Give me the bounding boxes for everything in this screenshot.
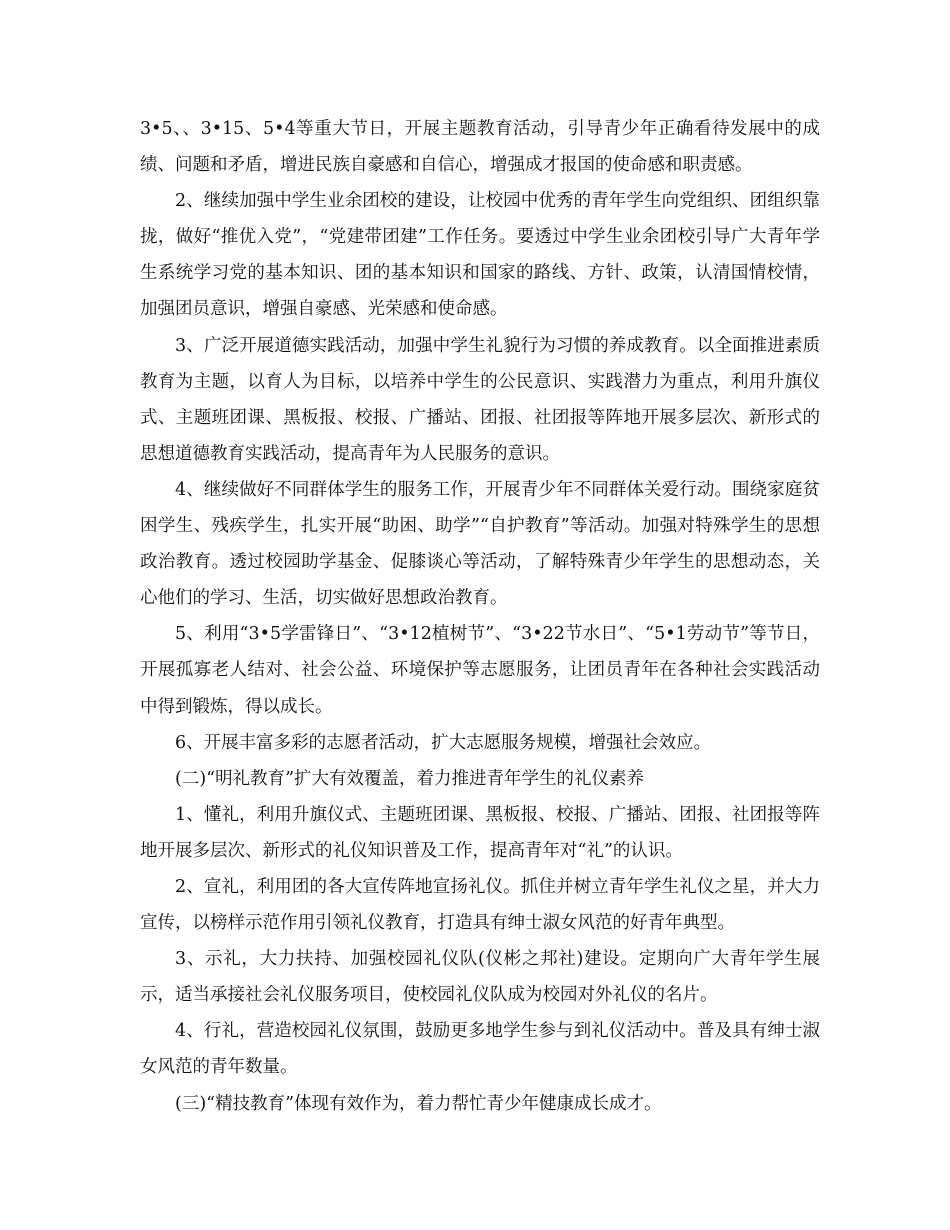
paragraph-etiquette-2: 2、宣礼，利用团的各大宣传阵地宣扬礼仪。抓住并树立青年学生礼仪之星，并大力宣传，以榜样示范作用引领礼仪教育，打造具有绅士淑女风范的好青年典型。 — [140, 876, 820, 934]
paragraph-continuation: 3•5、、3•15、5•4等重大节日，开展主题教育活动，引导青少年正确看待发展中的成绩、问题和矛盾，增进民族自豪感和自信心，增强成才报国的使命感和职责感。 — [140, 119, 820, 176]
paragraph-etiquette-1: 1、懂礼，利用升旗仪式、主题班团课、黑板报、校报、广播站、团报、社团报等阵地开展多层次、新形式的礼仪知识普及工作，提高青年对“礼”的认识。 — [140, 804, 820, 861]
paragraph-item-4-student-service: 4、继续做好不同群体学生的服务工作，开展青少年不同群体关爱行动。围绕家庭贫困学生、残疾学生，扎实开展“助困、助学”“自护教育”等活动。加强对特殊学生的思想政治教育。透过校园助学基金、促膝谈心等活动，了解特殊青少年学生的思想动态，关心他们的学习、生活，切实做好思想政治教育。 — [140, 479, 820, 609]
paragraph-item-3-moral-practice: 3、广泛开展道德实践活动，加强中学生礼貌行为习惯的养成教育。以全面推进素质教育为主题，以育人为目标，以培养中学生的公民意识、实践潜力为重点，利用升旗仪式、主题班团课、黑板报、校报、广播站、团报、社团报等阵地开展多层次、新形式的思想道德教育实践活动，提高青年为人民服务的意识。 — [140, 335, 820, 464]
paragraph-etiquette-4: 4、行礼，营造校园礼仪氛围，鼓励更多地学生参与到礼仪活动中。普及具有绅士淑女风范的青年数量。 — [140, 1021, 820, 1078]
paragraph-etiquette-3: 3、示礼，大力扶持、加强校园礼仪队(仪彬之邦社)建设。定期向广大青年学生展示，适当承接社会礼仪服务项目，使校园礼仪队成为校园对外礼仪的名片。 — [140, 949, 820, 1006]
section-heading-etiquette-education: (二)“明礼教育”扩大有效覆盖，着力推进青年学生的礼仪素养 — [175, 768, 645, 789]
paragraph-item-5-festival-volunteering: 5、利用“3•5学雷锋日”、“3•12植树节”、“3•22节水日”、“5•1劳动节”等节日，开展孤寡老人结对、社会公益、环境保护等志愿服务，让团员青年在各种社会实践活动中得到锻炼，得以成长。 — [140, 624, 820, 717]
paragraph-item-2-youth-league-school: 2、继续加强中学生业余团校的建设，让校园中优秀的青年学生向党组织、团组织靠拢，做好“推优入党”，“党建带团建”工作任务。要透过中学生业余团校引导广大青年学生系统学习党的基本知识、团的基本知识和国家的路线、方针、政策，认清国情校情，加强团员意识，增强自豪感、光荣感和使命感。 — [140, 191, 820, 320]
document-body — [140, 111, 820, 1122]
section-heading-skills-education: (三)“精技教育”体现有效作为，着力帮忙青少年健康成长成才。 — [175, 1093, 662, 1114]
paragraph-item-6-volunteer-activities: 6、开展丰富多彩的志愿者活动，扩大志愿服务规模，增强社会效应。 — [175, 732, 712, 753]
